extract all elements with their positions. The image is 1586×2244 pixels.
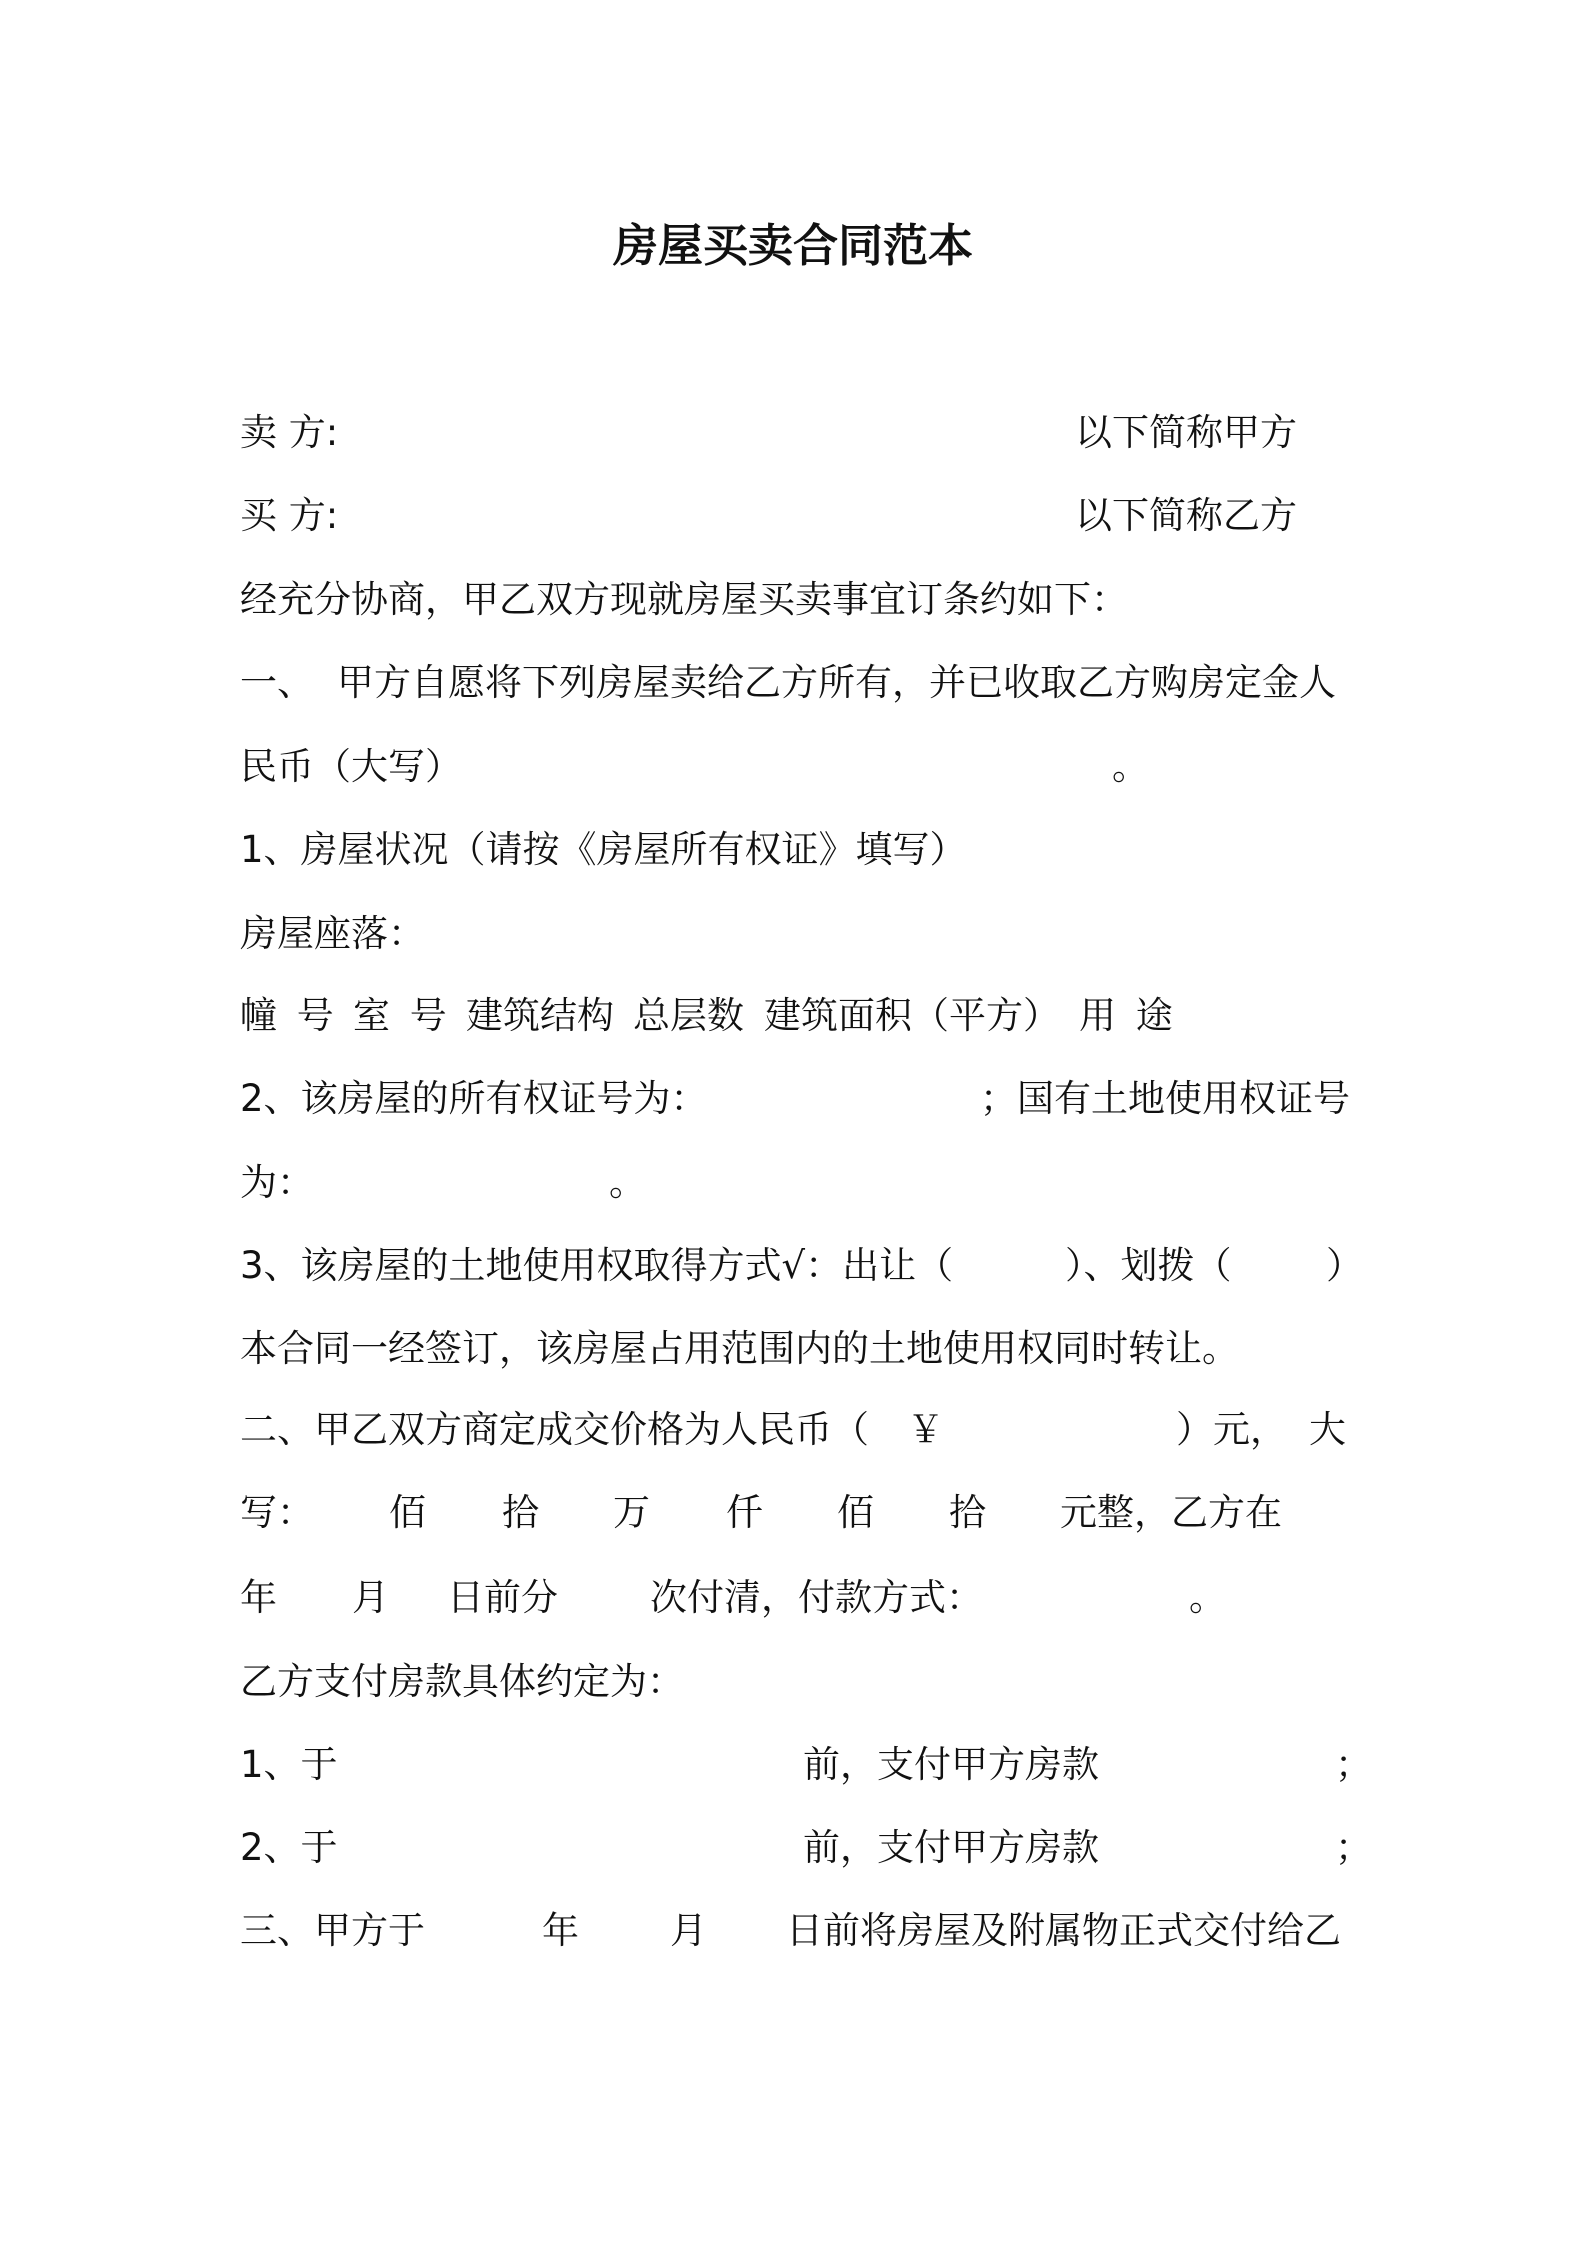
ownership-cert-label: 2、该房屋的所有权证号为： — [240, 1077, 708, 1120]
delivery-year: 年 — [542, 1909, 579, 1952]
payment-day: 日前分 — [447, 1576, 558, 1619]
unit-ten-million: 拾 — [502, 1491, 539, 1534]
delivery-text: 日前将房屋及附属物正式交付给乙 — [786, 1909, 1341, 1952]
table-header-structure: 建筑结构 — [466, 994, 614, 1037]
price-capital-b: 写： — [240, 1491, 314, 1534]
price-label: 二、甲乙双方商定成交价格为人民币（ — [240, 1408, 869, 1451]
unit-hundred-million: 佰 — [389, 1491, 426, 1534]
table-header-room: 室 号 — [353, 994, 447, 1037]
currency-symbol: ￥ — [907, 1408, 944, 1451]
unit-ten: 拾 — [949, 1491, 986, 1534]
words-end: 元整，乙方在 — [1060, 1491, 1282, 1534]
payment-2-when: 2、于 — [240, 1826, 338, 1869]
seller-alias: 以下简称甲方 — [1075, 411, 1297, 454]
document-title: 房屋买卖合同范本 — [612, 219, 973, 272]
delivery-month: 月 — [670, 1909, 707, 1952]
land-right-close: ） — [1326, 1244, 1363, 1287]
deposit-end: 。 — [1112, 745, 1149, 788]
house-status-item: 1、房屋状况（请按《房屋所有权证》填写） — [240, 828, 967, 871]
payment-1-what: 前，支付甲方房款 — [803, 1743, 1099, 1786]
payment-1-end: ； — [1335, 1743, 1372, 1786]
payment-2-end: ； — [1335, 1826, 1372, 1869]
location-label: 房屋座落： — [240, 912, 425, 955]
price-capital-a: 大 — [1309, 1408, 1346, 1451]
installments-label: 次付清，付款方式： — [650, 1576, 983, 1619]
buyer-alias: 以下简称乙方 — [1075, 494, 1297, 537]
clause-1-number: 一、 — [240, 661, 314, 704]
transfer-note: 本合同一经签订，该房屋占用范围内的土地使用权同时转让。 — [240, 1327, 1239, 1370]
land-right-allocation: ）、划拨（ — [1065, 1244, 1232, 1287]
table-header-usage: 用 途 — [1079, 994, 1173, 1037]
price-unit: ）元， — [1176, 1408, 1287, 1451]
payment-month: 月 — [352, 1576, 389, 1619]
unit-hundred: 佰 — [837, 1491, 874, 1534]
payment-end: 。 — [1189, 1576, 1226, 1619]
land-cert-end: 。 — [609, 1161, 646, 1204]
unit-thousand: 仟 — [726, 1491, 763, 1534]
land-cert-cont: 为： — [240, 1161, 314, 1204]
clause-3-start: 三、甲方于 — [240, 1909, 425, 1952]
clause-1-text: 甲方自愿将下列房屋卖给乙方所有，并已收取乙方购房定金人 — [337, 661, 1336, 704]
schedule-label: 乙方支付房款具体约定为： — [240, 1660, 684, 1703]
table-header-floors: 总层数 — [633, 994, 744, 1037]
unit-ten-thousand: 万 — [613, 1491, 650, 1534]
payment-2-what: 前，支付甲方房款 — [803, 1826, 1099, 1869]
payment-year: 年 — [240, 1576, 277, 1619]
seller-label: 卖 方: — [240, 411, 339, 454]
buyer-label: 买 方: — [240, 494, 339, 537]
intro-text: 经充分协商，甲乙双方现就房屋买卖事宜订条约如下： — [240, 578, 1128, 621]
table-header-area: 建筑面积（平方） — [764, 994, 1060, 1037]
table-header-building: 幢 号 — [240, 994, 334, 1037]
land-cert-label: ；国有土地使用权证号 — [980, 1077, 1350, 1120]
deposit-label: 民币（大写） — [240, 745, 462, 788]
payment-1-when: 1、于 — [240, 1743, 338, 1786]
land-right-method-label: 3、该房屋的土地使用权取得方式√：出让（ — [240, 1244, 954, 1287]
